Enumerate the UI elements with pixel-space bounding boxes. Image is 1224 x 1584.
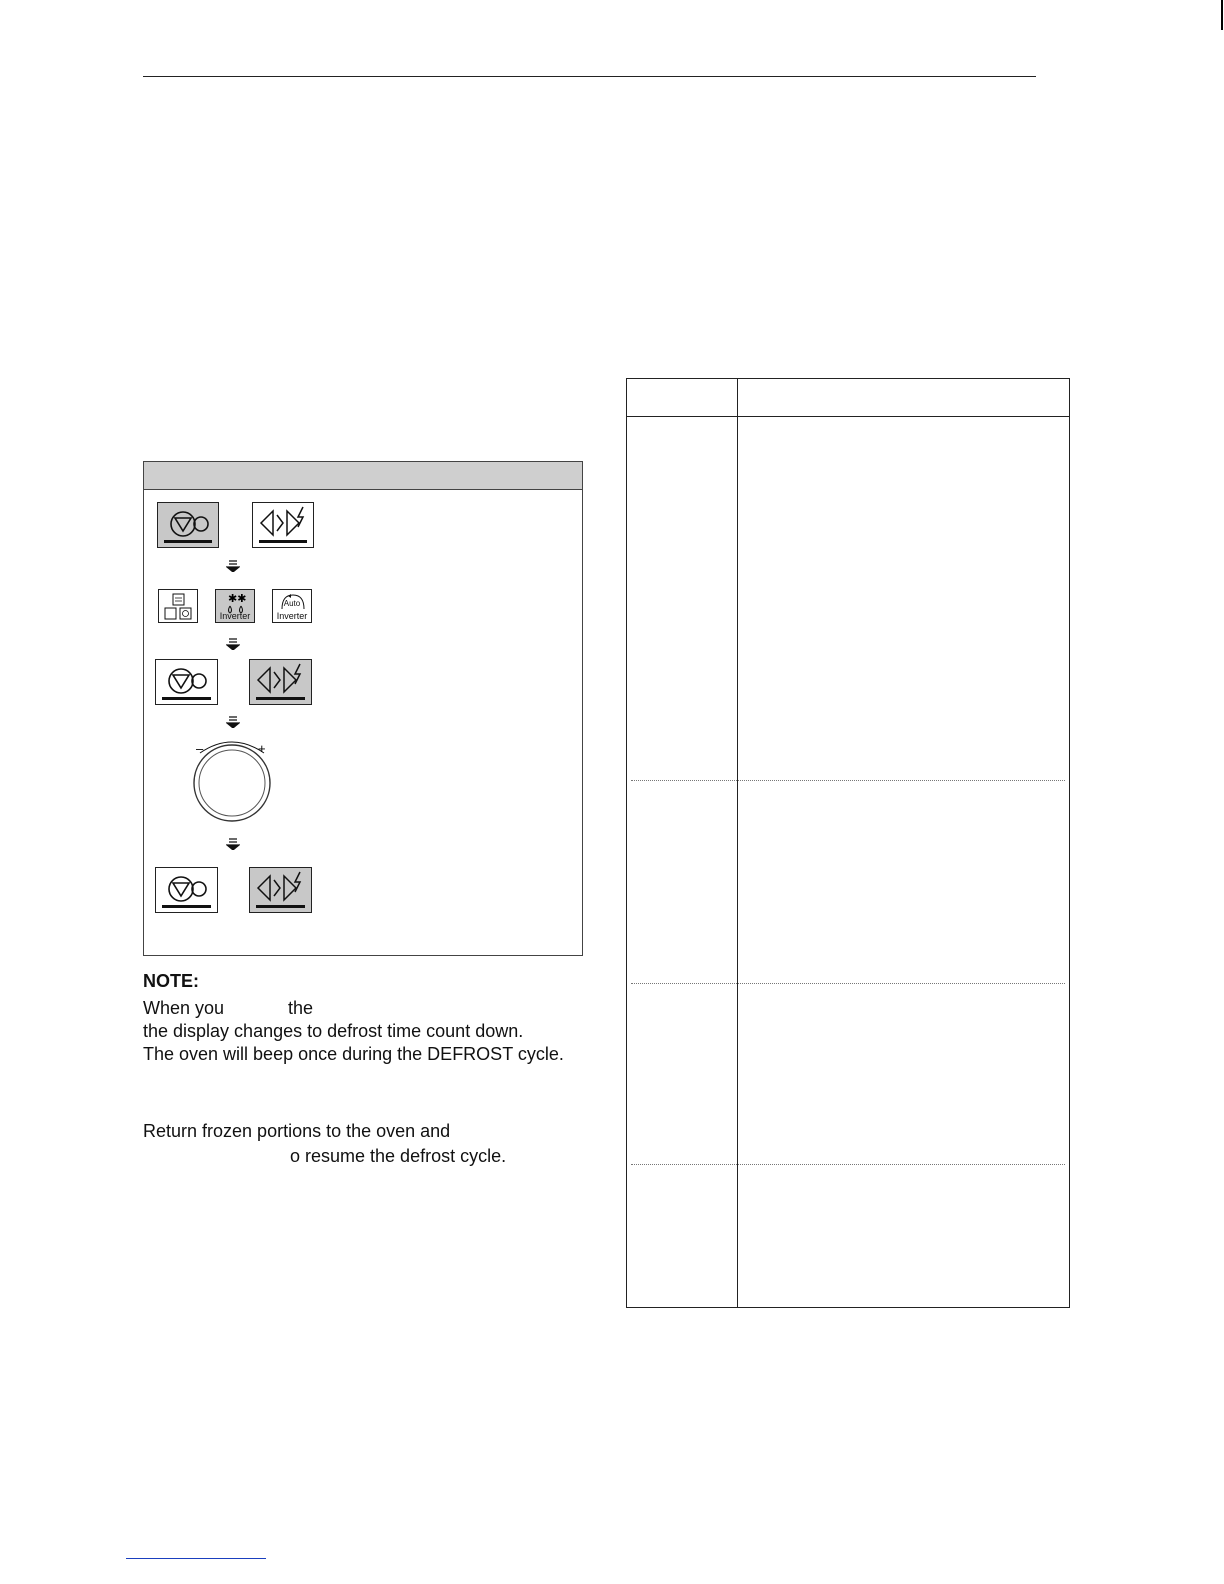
inverter-label: Inverter: [219, 611, 251, 621]
stop-clear-button-3[interactable]: [155, 867, 218, 913]
table-header-divider: [627, 416, 1069, 417]
step-arrow-2: [226, 638, 240, 650]
stop-clear-button[interactable]: [157, 502, 219, 548]
time-dial[interactable]: [186, 735, 278, 827]
dial-plus: +: [258, 741, 266, 756]
start-button-3[interactable]: [249, 867, 312, 913]
svg-text:✱✱: ✱✱: [228, 592, 247, 605]
bottom-link-rule: [126, 1558, 266, 1559]
step-arrow-4: [226, 838, 240, 850]
table-row-divider: [631, 983, 1065, 984]
step-arrow-1: [226, 560, 240, 572]
panel-header: [144, 462, 582, 490]
defrost-table: [626, 378, 1070, 1308]
start-button[interactable]: [252, 502, 314, 548]
menu-button[interactable]: [158, 589, 198, 623]
auto-label: Auto: [283, 599, 301, 608]
stop-clear-button-2[interactable]: [155, 659, 218, 705]
page-edge-mark: [1221, 0, 1223, 30]
step-arrow-3: [226, 716, 240, 728]
note-line1a: When you: [143, 998, 225, 1018]
top-rule: [143, 76, 1036, 77]
menu-grid-icon: [159, 590, 199, 624]
note-line4: Return frozen portions to the oven and: [143, 1121, 451, 1141]
note-line3: The oven will beep once during the DEFROST cycle.: [143, 1044, 564, 1064]
inverter-defrost-button[interactable]: [215, 589, 255, 623]
auto-inverter-label: Inverter: [276, 611, 308, 621]
table-column-divider: [737, 379, 738, 1307]
auto-inverter-button[interactable]: [272, 589, 312, 623]
table-row-divider: [631, 780, 1065, 781]
note-line1b: the: [288, 998, 314, 1018]
dial-minus: –: [196, 741, 204, 756]
note-line2: the display changes to defrost time count down.: [143, 1021, 524, 1041]
table-row-divider: [631, 1164, 1065, 1165]
note-title: NOTE:: [143, 971, 199, 991]
start-button-2[interactable]: [249, 659, 312, 705]
note-line5: o resume the defrost cycle.: [290, 1146, 507, 1166]
